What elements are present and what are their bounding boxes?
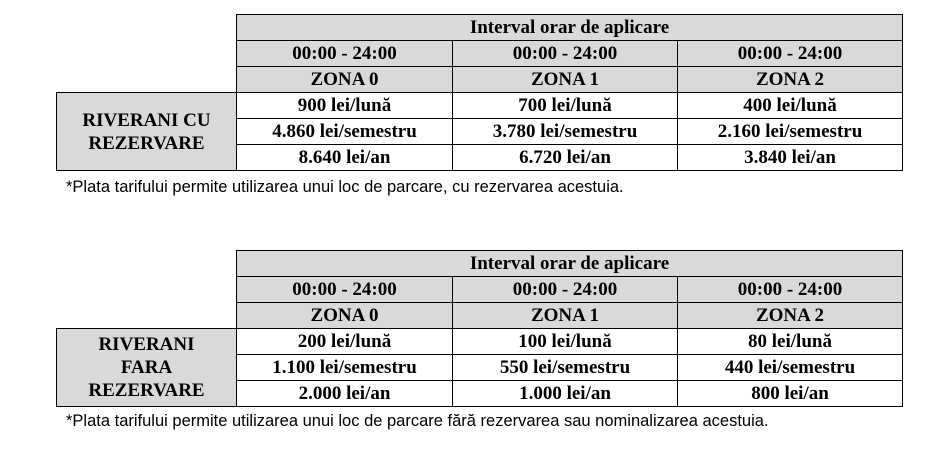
price-cell: 6.720 lei/an — [453, 145, 678, 171]
time-range-zone-2: 00:00 - 24:00 — [678, 41, 903, 67]
time-range-zone-1: 00:00 - 24:00 — [453, 277, 678, 303]
price-cell: 80 lei/lună — [678, 329, 903, 355]
price-cell: 2.000 lei/an — [237, 381, 453, 407]
empty-corner — [57, 67, 237, 93]
time-range-zone-2: 00:00 - 24:00 — [678, 277, 903, 303]
time-range-zone-0: 00:00 - 24:00 — [237, 41, 453, 67]
footnote-with-reservation: *Plata tarifului permite utilizarea unui loc de parcare, cu rezervarea acestuia. — [66, 178, 624, 196]
row-header-line: RIVERANI CU — [82, 109, 211, 131]
price-cell: 2.160 lei/semestru — [678, 119, 903, 145]
price-cell: 100 lei/lună — [453, 329, 678, 355]
price-cell: 700 lei/lună — [453, 93, 678, 119]
price-cell: 200 lei/lună — [237, 329, 453, 355]
zone-2-header: ZONA 2 — [678, 303, 903, 329]
time-range-zone-1: 00:00 - 24:00 — [453, 41, 678, 67]
zone-1-header: ZONA 1 — [453, 67, 678, 93]
price-cell: 1.100 lei/semestru — [237, 355, 453, 381]
row-header-riverani-cu-rezervare — [57, 93, 237, 171]
price-cell: 4.860 lei/semestru — [237, 119, 453, 145]
tariff-table-without-reservation — [56, 250, 903, 407]
price-cell: 550 lei/semestru — [453, 355, 678, 381]
zone-2-header: ZONA 2 — [678, 67, 903, 93]
zone-0-header: ZONA 0 — [237, 303, 453, 329]
row-header-riverani-fara-rezervare — [57, 329, 237, 407]
empty-corner — [57, 41, 237, 67]
price-cell: 3.780 lei/semestru — [453, 119, 678, 145]
empty-corner — [57, 277, 237, 303]
time-range-zone-0: 00:00 - 24:00 — [237, 277, 453, 303]
price-cell: 400 lei/lună — [678, 93, 903, 119]
price-cell: 900 lei/lună — [237, 93, 453, 119]
interval-header: Interval orar de aplicare — [237, 251, 903, 277]
tariff-table-with-reservation — [56, 14, 903, 171]
row-header-line: REZERVARE — [88, 380, 205, 401]
zone-1-header: ZONA 1 — [453, 303, 678, 329]
price-cell: 3.840 lei/an — [678, 145, 903, 171]
empty-corner — [57, 15, 237, 41]
row-header-line: REZERVARE — [88, 132, 205, 154]
empty-corner — [57, 303, 237, 329]
row-header-line: RIVERANI — [98, 334, 195, 355]
price-cell: 1.000 lei/an — [453, 381, 678, 407]
interval-header: Interval orar de aplicare — [237, 15, 903, 41]
price-cell: 440 lei/semestru — [678, 355, 903, 381]
price-cell: 8.640 lei/an — [237, 145, 453, 171]
row-header-line: FARA — [120, 357, 173, 378]
zone-0-header: ZONA 0 — [237, 67, 453, 93]
empty-corner — [57, 251, 237, 277]
footnote-without-reservation: *Plata tarifului permite utilizarea unui loc de parcare fără rezervarea sau nominalizarea acestuia. — [66, 412, 769, 430]
price-cell: 800 lei/an — [678, 381, 903, 407]
